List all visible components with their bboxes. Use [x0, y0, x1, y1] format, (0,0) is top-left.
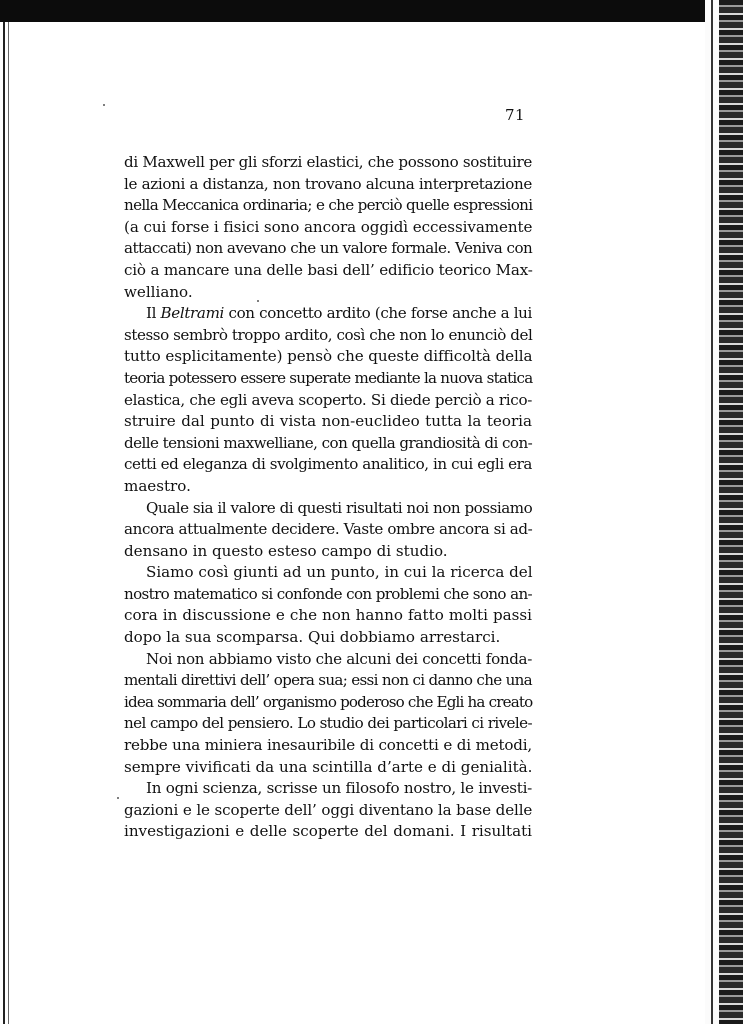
text-line: elastica, che egli aveva scoperto. Si diede perciò a rico- — [124, 390, 533, 409]
text-line: attaccati) non avevano che un valore formale. Veniva con — [124, 239, 533, 258]
text-line: delle tensioni maxwelliane, con quella grandiosità di con- — [124, 433, 533, 452]
text-line: rebbe una miniera inesauribile di concetti e di metodi, — [124, 736, 532, 755]
text-line: nella Meccanica ordinaria; e che perciò quelle espressioni — [124, 196, 533, 215]
text-line: mentali direttivi dell’ opera sua; essi non ci danno che una — [124, 671, 532, 690]
text-line: maestro. — [124, 476, 191, 495]
text-line: struire dal punto di vista non-euclideo tutta la teoria — [124, 412, 532, 431]
text-line — [124, 303, 532, 325]
scan-speck — [103, 104, 105, 106]
scan-speck — [117, 797, 119, 799]
text-line: (a cui forse i fisici sono ancora oggidì eccessivamente — [124, 217, 533, 236]
page-number: 71 — [505, 106, 526, 124]
text-line: Quale sia il valore di questi risultati noi non possiamo — [146, 498, 533, 517]
text-line: Noi non abbiamo visto che alcuni dei concetti fonda- — [146, 649, 532, 668]
name-italic: Beltrami — [160, 304, 225, 323]
text-line: nostro matematico si confonde con problemi che sono an- — [124, 584, 532, 603]
body-text — [124, 152, 532, 843]
text-line: dopo la sua scomparsa. Qui dobbiamo arrestarci. — [124, 628, 501, 647]
text-line: ciò a mancare una delle basi dell’ edificio teorico Max- — [124, 260, 533, 279]
text-line: idea sommaria dell’ organismo poderoso che Egli ha creato — [124, 692, 533, 711]
text-line: di Maxwell per gli sforzi elastici, che possono sostituire — [124, 153, 532, 171]
scan-right-border — [705, 0, 743, 1024]
text-line: cora in discussione e che non hanno fatto molti passi — [124, 606, 532, 625]
page-edge-rule — [711, 0, 713, 1024]
text-line: ancora attualmente decidere. Vaste ombre ancora si ad- — [124, 520, 533, 539]
text-line: Siamo così giunti ad un punto, in cui la ricerca del — [146, 563, 533, 582]
scan-top-border — [0, 0, 743, 22]
text-line: densano in questo esteso campo di studio. — [124, 541, 448, 560]
text-fragment: Il — [146, 304, 161, 323]
text-line: investigazioni e delle scoperte del domani. I risultati — [124, 822, 532, 841]
text-line: sempre vivificati da una scintilla d’arte e di genialità. — [124, 757, 533, 776]
text-line: tutto esplicitamente) pensò che queste difficoltà della — [124, 347, 533, 366]
adjacent-pages-edge — [719, 0, 743, 1024]
text-line: stesso sembrò troppo ardito, così che non lo enunciò del — [124, 325, 533, 344]
binding-line — [3, 22, 5, 1024]
text-line: welliano. — [124, 282, 193, 301]
text-line: teoria potessero essere superate mediante la nuova statica — [124, 368, 533, 387]
text-line: cetti ed eleganza di svolgimento analitico, in cui egli era — [124, 455, 532, 474]
text-fragment: con concetto ardito (che forse anche a lui — [224, 304, 533, 323]
text-line: In ogni scienza, scrisse un filosofo nostro, le investi- — [146, 779, 532, 798]
text-line: nel campo del pensiero. Lo studio dei particolari ci rivele- — [124, 714, 532, 733]
binding-line-inner — [8, 22, 9, 1024]
text-line: gazioni e le scoperte dell’ oggi diventano la base delle — [124, 800, 533, 819]
scan-left-border — [0, 22, 10, 1024]
text-line: le azioni a distanza, non trovano alcuna interpretazione — [124, 174, 532, 193]
